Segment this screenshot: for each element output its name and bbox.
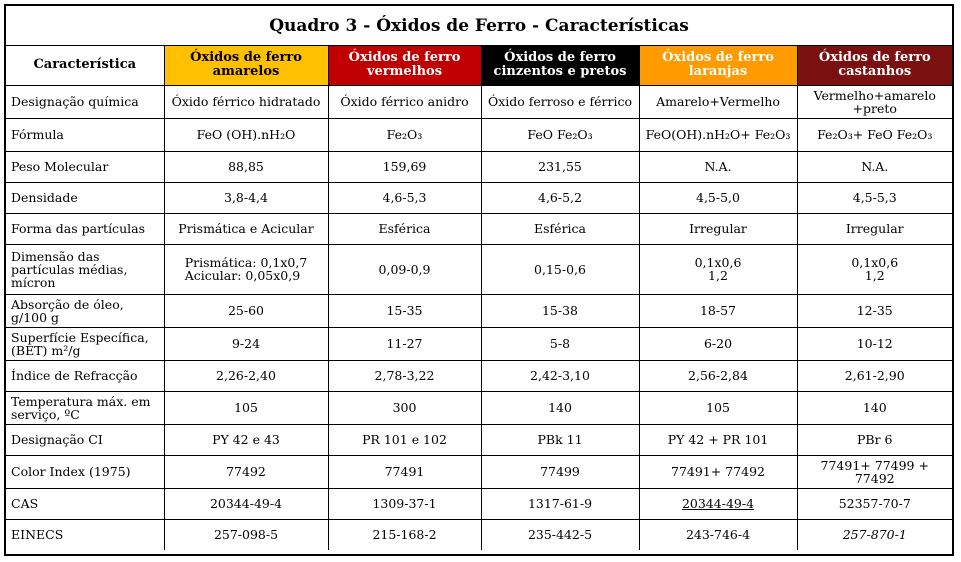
row-label: Temperatura máx. em serviço, ºC <box>6 391 164 424</box>
cell: 1309-37-1 <box>328 488 481 519</box>
cell: 235-442-5 <box>481 519 639 550</box>
cell-line: 0,1x0,6 <box>851 255 899 270</box>
row-label: Índice de Refracção <box>6 360 164 391</box>
table-row <box>6 118 952 151</box>
cell: Óxido ferroso e férrico <box>481 85 639 118</box>
cell: 4,5-5,3 <box>797 182 952 213</box>
cell: PBr 6 <box>797 424 952 455</box>
header-red-oxides: Óxidos de ferro vermelhos <box>328 46 481 85</box>
table-row <box>6 327 952 360</box>
cell: PBk 11 <box>481 424 639 455</box>
cell-line: Prismática: 0,1x0,7 <box>184 255 308 270</box>
row-label: Absorção de óleo, g/100 g <box>6 294 164 327</box>
cell: 215-168-2 <box>328 519 481 550</box>
cell: 140 <box>481 391 639 424</box>
cell: 52357-70-7 <box>797 488 952 519</box>
cell: FeO (OH).nH₂O <box>164 118 328 151</box>
cell: 15-38 <box>481 294 639 327</box>
cell: Fe₂O₃+ FeO Fe₂O₃ <box>797 118 952 151</box>
cell-line: 1,2 <box>864 268 885 283</box>
cell: 257-098-5 <box>164 519 328 550</box>
characteristics-table <box>6 46 952 550</box>
table-row <box>6 424 952 455</box>
header-yellow-oxides: Óxidos de ferro amarelos <box>164 46 328 85</box>
cell: 20344-49-4 <box>164 488 328 519</box>
cell: 2,56-2,84 <box>639 360 797 391</box>
cell: 300 <box>328 391 481 424</box>
cell: 2,42-3,10 <box>481 360 639 391</box>
cell: 88,85 <box>164 151 328 182</box>
cell: 18-57 <box>639 294 797 327</box>
cell: 0,09-0,9 <box>328 244 481 294</box>
cell: Fe₂O₃ <box>328 118 481 151</box>
header-characteristic: Característica <box>6 46 164 85</box>
table-row <box>6 182 952 213</box>
table-row <box>6 519 952 550</box>
table-row <box>6 360 952 391</box>
cell: 6-20 <box>639 327 797 360</box>
cell: 4,5-5,0 <box>639 182 797 213</box>
cell: 4,6-5,3 <box>328 182 481 213</box>
cell: Esférica <box>481 213 639 244</box>
row-label: Superfície Específica, (BET) m²/g <box>6 327 164 360</box>
header-brown-oxides: Óxidos de ferro castanhos <box>797 46 952 85</box>
cell: 159,69 <box>328 151 481 182</box>
cell: 15-35 <box>328 294 481 327</box>
cell: 3,8-4,4 <box>164 182 328 213</box>
cell <box>639 244 797 294</box>
header-orange-oxides: Óxidos de ferro laranjas <box>639 46 797 85</box>
cell: 5-8 <box>481 327 639 360</box>
table-title: Quadro 3 - Óxidos de Ferro - Características <box>6 6 952 46</box>
cell-line: Acicular: 0,05x0,9 <box>184 268 301 283</box>
cell: 2,61-2,90 <box>797 360 952 391</box>
cell: 77499 <box>481 455 639 488</box>
cell: 2,26-2,40 <box>164 360 328 391</box>
cell: 257-870-1 <box>797 519 952 550</box>
row-label: Peso Molecular <box>6 151 164 182</box>
cell: 77491 <box>328 455 481 488</box>
cell-line: 0,1x0,6 <box>694 255 742 270</box>
table-row <box>6 455 952 488</box>
table-row <box>6 213 952 244</box>
cell: Vermelho+amarelo +preto <box>797 85 952 118</box>
cell: Irregular <box>639 213 797 244</box>
cell: 77492 <box>164 455 328 488</box>
cell: 4,6-5,2 <box>481 182 639 213</box>
cell: Irregular <box>797 213 952 244</box>
header-row <box>6 46 952 85</box>
cell: 2,78-3,22 <box>328 360 481 391</box>
cell <box>797 244 952 294</box>
row-label: Densidade <box>6 182 164 213</box>
row-label: Designação química <box>6 85 164 118</box>
cell: N.A. <box>639 151 797 182</box>
table-row <box>6 391 952 424</box>
table-row <box>6 244 952 294</box>
cell: 12-35 <box>797 294 952 327</box>
table-row <box>6 488 952 519</box>
cell: 231,55 <box>481 151 639 182</box>
cell: 140 <box>797 391 952 424</box>
cell: FeO(OH).nH₂O+ Fe₂O₃ <box>639 118 797 151</box>
row-label: Forma das partículas <box>6 213 164 244</box>
table-frame <box>4 4 954 556</box>
header-black-oxides: Óxidos de ferro cinzentos e pretos <box>481 46 639 85</box>
cell: 105 <box>639 391 797 424</box>
cell: N.A. <box>797 151 952 182</box>
cell: 0,15-0,6 <box>481 244 639 294</box>
cell <box>164 244 328 294</box>
cell: 25-60 <box>164 294 328 327</box>
row-label: EINECS <box>6 519 164 550</box>
row-label: CAS <box>6 488 164 519</box>
cell: FeO Fe₂O₃ <box>481 118 639 151</box>
cell: 1317-61-9 <box>481 488 639 519</box>
cell: Esférica <box>328 213 481 244</box>
table-row <box>6 85 952 118</box>
cell: 9-24 <box>164 327 328 360</box>
cell: Amarelo+Vermelho <box>639 85 797 118</box>
cell: 243-746-4 <box>639 519 797 550</box>
cell-line: 1,2 <box>708 268 728 283</box>
cell: PY 42 + PR 101 <box>639 424 797 455</box>
cell: 105 <box>164 391 328 424</box>
row-label: Fórmula <box>6 118 164 151</box>
row-label: Designação CI <box>6 424 164 455</box>
cell: 77491+ 77499 + 77492 <box>797 455 952 488</box>
cell: Óxido férrico hidratado <box>164 85 328 118</box>
cell: 20344-49-4 <box>639 488 797 519</box>
row-label: Dimensão das partículas médias, mícron <box>6 244 164 294</box>
table-row <box>6 294 952 327</box>
row-label: Color Index (1975) <box>6 455 164 488</box>
table-row <box>6 151 952 182</box>
cell: 10-12 <box>797 327 952 360</box>
cell: 77491+ 77492 <box>639 455 797 488</box>
cell: PY 42 e 43 <box>164 424 328 455</box>
cell: PR 101 e 102 <box>328 424 481 455</box>
cell: Prismática e Acicular <box>164 213 328 244</box>
cell: 11-27 <box>328 327 481 360</box>
cell: Óxido férrico anidro <box>328 85 481 118</box>
